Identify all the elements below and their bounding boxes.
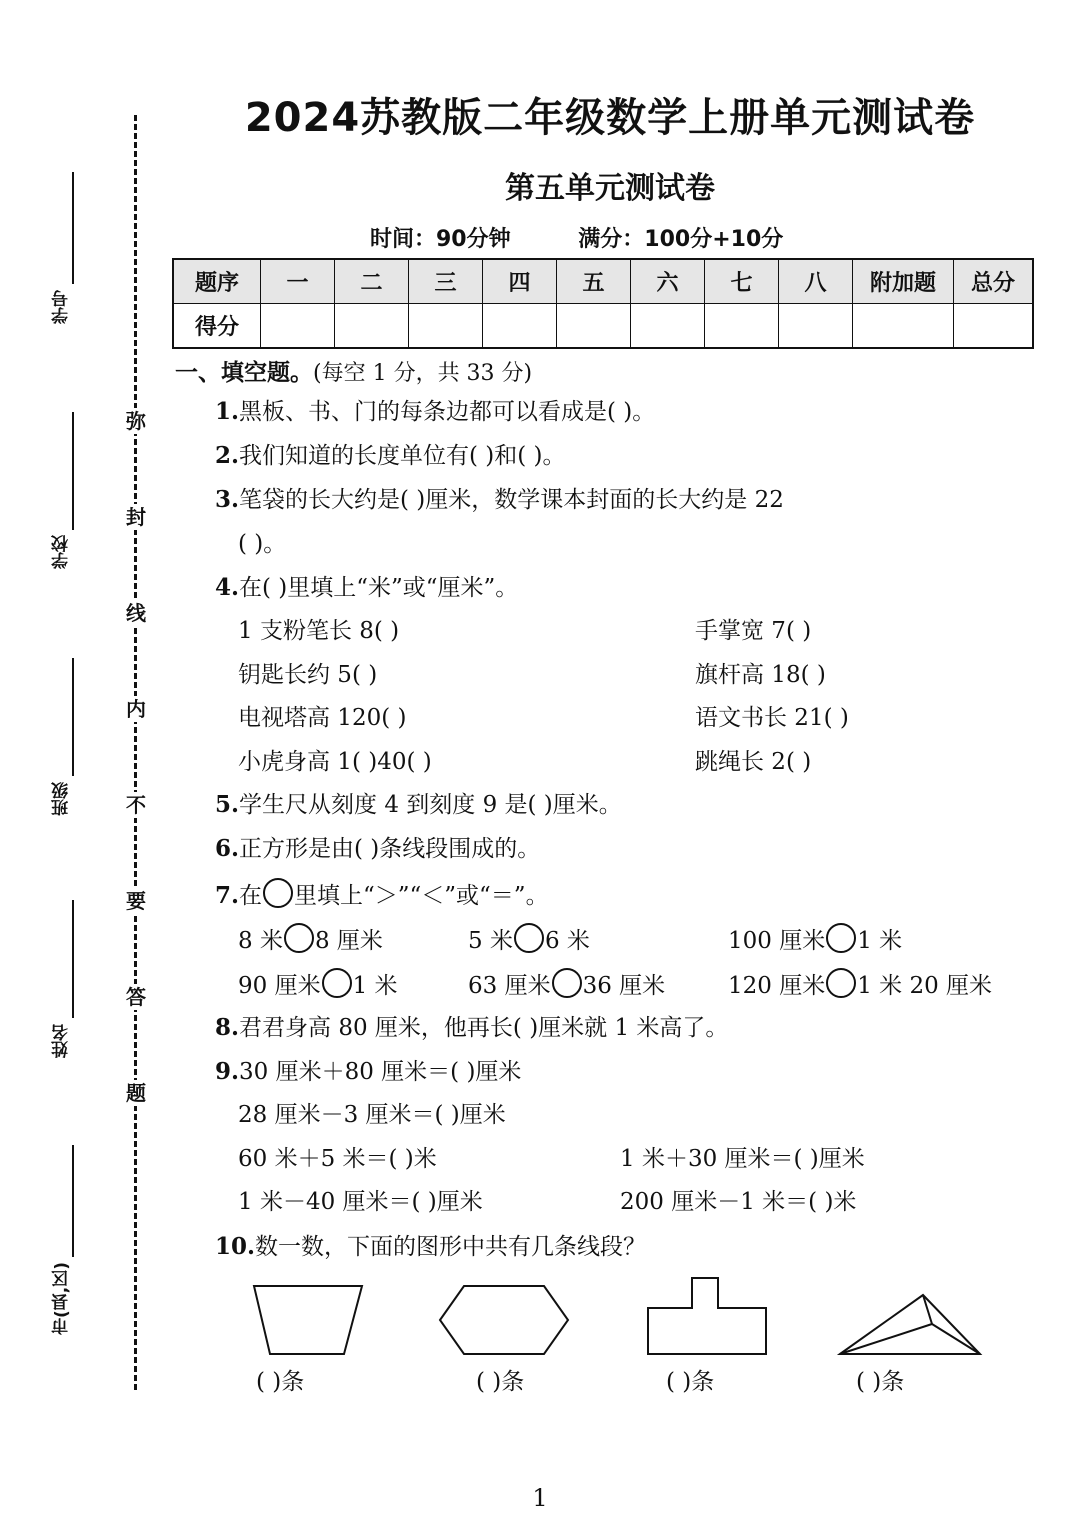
row-label: 得分 [173,304,261,349]
question-1 [215,397,655,427]
question-number: 8. [215,1014,240,1041]
compare-right: 36 厘米 [582,973,666,999]
question-9 [215,1057,521,1087]
seal-char: 弥 [123,408,149,434]
compare-left: 120 厘米 [728,973,826,999]
question-8 [215,1013,728,1043]
question-number: 10. [215,1233,256,1260]
question-text: 君君身高 80 厘米，他再长( )厘米就 1 米高了。 [239,1015,729,1041]
section-note: (每空 1 分，共 33 分) [313,361,533,386]
question-text: 30 厘米＋80 厘米＝( )厘米 [239,1059,522,1085]
blank-line [72,1145,74,1257]
q4-item: 1 支粉笔长 8( ) [238,618,400,644]
compare-right: 1 米 [352,973,398,999]
page-subtitle: 第五单元测试卷 [505,171,715,206]
question-text-pre: 在 [239,883,263,909]
page-number: 1 [532,1484,548,1512]
score-cell[interactable] [853,304,954,349]
question-2 [215,441,566,471]
school-label: 学校 [52,535,72,569]
question-number: 9. [215,1058,240,1085]
page-title: 2024苏教版二年级数学上册单元测试卷 [244,95,976,141]
full-score: 满分：100分+10分 [578,227,784,252]
compare-left: 100 厘米 [728,928,826,954]
header-cell: 五 [557,259,631,304]
q9-item: 1 米＋30 厘米＝( )厘米 [620,1146,865,1172]
compare-left: 63 厘米 [468,973,551,999]
compare-right: 1 米 [857,928,903,954]
blank-line [72,658,74,776]
compare-right: 8 厘米 [314,928,383,954]
hexagon-figure [440,1286,568,1354]
circle-blank[interactable] [284,923,314,953]
question-3 [215,485,784,515]
answer-blank: ( )条 [856,1369,905,1395]
score-table [172,258,1034,349]
compare-left: 8 米 [238,928,283,954]
exam-meta [370,222,870,253]
question-5 [215,790,622,820]
header-cell: 题序 [173,259,261,304]
t-shape-figure [648,1278,766,1354]
question-text: 我们知道的长度单位有( )和( )。 [239,443,566,469]
question-text: 黑板、书、门的每条边都可以看成是( )。 [239,399,656,425]
question-number: 4. [215,574,240,601]
compare-right: 1 米 20 厘米 [857,973,993,999]
question-7 [215,878,549,911]
compare-item [468,923,590,956]
question-text: 里填上“＞”“＜”或“＝”。 [294,883,549,909]
circle-blank[interactable] [826,923,856,953]
header-cell: 八 [779,259,853,304]
header-cell: 四 [483,259,557,304]
score-cell[interactable] [483,304,557,349]
q4-item: 小虎身高 1( )40( ) [238,749,432,775]
blank-line [72,412,74,530]
seal-char: 不 [123,792,149,818]
q9-item: 60 米＋5 米＝( )米 [238,1146,437,1172]
score-cell[interactable] [335,304,409,349]
question-number: 2. [215,442,240,469]
question-number: 3. [215,486,240,513]
compare-left: 5 米 [468,928,513,954]
triangle-figure [840,1295,980,1354]
score-cell[interactable] [409,304,483,349]
q4-item: 钥匙长约 5( ) [238,662,378,688]
compare-item [238,968,398,1001]
question-4 [215,573,518,603]
seal-char: 题 [123,1080,149,1106]
score-cell[interactable] [779,304,853,349]
q9-item: 28 厘米－3 厘米＝( )厘米 [238,1102,506,1128]
question-3-continued: ( )。 [238,531,287,557]
compare-item [238,923,383,956]
question-10 [215,1232,646,1262]
circle-blank[interactable] [826,968,856,998]
score-cell[interactable] [954,304,1034,349]
question-6 [215,834,540,864]
q4-item: 电视塔高 120( ) [238,705,407,731]
q4-item: 旗杆高 18( ) [695,662,826,688]
student-id-label: 学号 [52,290,72,324]
score-cell[interactable] [557,304,631,349]
q9-item: 200 厘米－1 米＝( )米 [620,1189,857,1215]
score-cell[interactable] [705,304,779,349]
seal-dashed-line [134,115,137,1390]
class-label: 班级 [52,782,72,816]
header-cell: 三 [409,259,483,304]
seal-char: 要 [123,888,149,914]
q4-item: 手掌宽 7( ) [695,618,812,644]
circle-blank [263,878,293,908]
seal-char: 线 [123,600,149,626]
score-cell[interactable] [261,304,335,349]
compare-left: 90 厘米 [238,973,321,999]
score-table-row [173,304,1033,349]
question-number: 1. [215,398,240,425]
header-cell: 附加题 [853,259,954,304]
compare-item [468,968,665,1001]
seal-char: 内 [123,696,149,722]
section-heading [175,354,532,387]
answer-blank: ( )条 [666,1369,715,1395]
q9-item: 1 米－40 厘米＝( )厘米 [238,1189,483,1215]
question-text: 正方形是由( )条线段围成的。 [239,836,541,862]
question-text: 笔袋的长大约是( )厘米，数学课本封面的长大约是 22 [239,487,784,513]
blank-line [72,172,74,284]
trapezoid-figure [254,1286,362,1354]
name-label: 姓名 [52,1024,72,1058]
answer-blank: ( )条 [256,1369,305,1395]
score-table-header [173,259,1033,304]
question-number: 5. [215,791,240,818]
question-text: 在( )里填上“米”或“厘米”。 [239,575,519,601]
compare-item [728,923,902,956]
city-label: 市(县,区) [52,1262,72,1335]
circle-blank[interactable] [514,923,544,953]
header-cell: 一 [261,259,335,304]
compare-right: 6 米 [544,928,590,954]
header-cell: 七 [705,259,779,304]
q4-item: 跳绳长 2( ) [695,749,812,775]
time-limit: 时间：90分钟 [370,227,511,252]
header-cell: 总分 [954,259,1034,304]
circle-blank[interactable] [552,968,582,998]
header-cell: 二 [335,259,409,304]
question-text: 数一数，下面的图形中共有几条线段？ [255,1234,647,1260]
seal-char: 封 [123,504,149,530]
score-cell[interactable] [631,304,705,349]
blank-line [72,900,74,1018]
answer-blank: ( )条 [476,1369,525,1395]
compare-item [728,968,992,1001]
figures [240,1270,1000,1370]
question-text: 学生尺从刻度 4 到刻度 9 是( )厘米。 [239,792,622,818]
question-number: 7. [215,882,240,909]
header-cell: 六 [631,259,705,304]
q4-item: 语文书长 21( ) [695,705,849,731]
circle-blank[interactable] [322,968,352,998]
question-number: 6. [215,835,240,862]
seal-char: 答 [123,984,149,1010]
section-title: 一、填空题。 [175,360,313,386]
